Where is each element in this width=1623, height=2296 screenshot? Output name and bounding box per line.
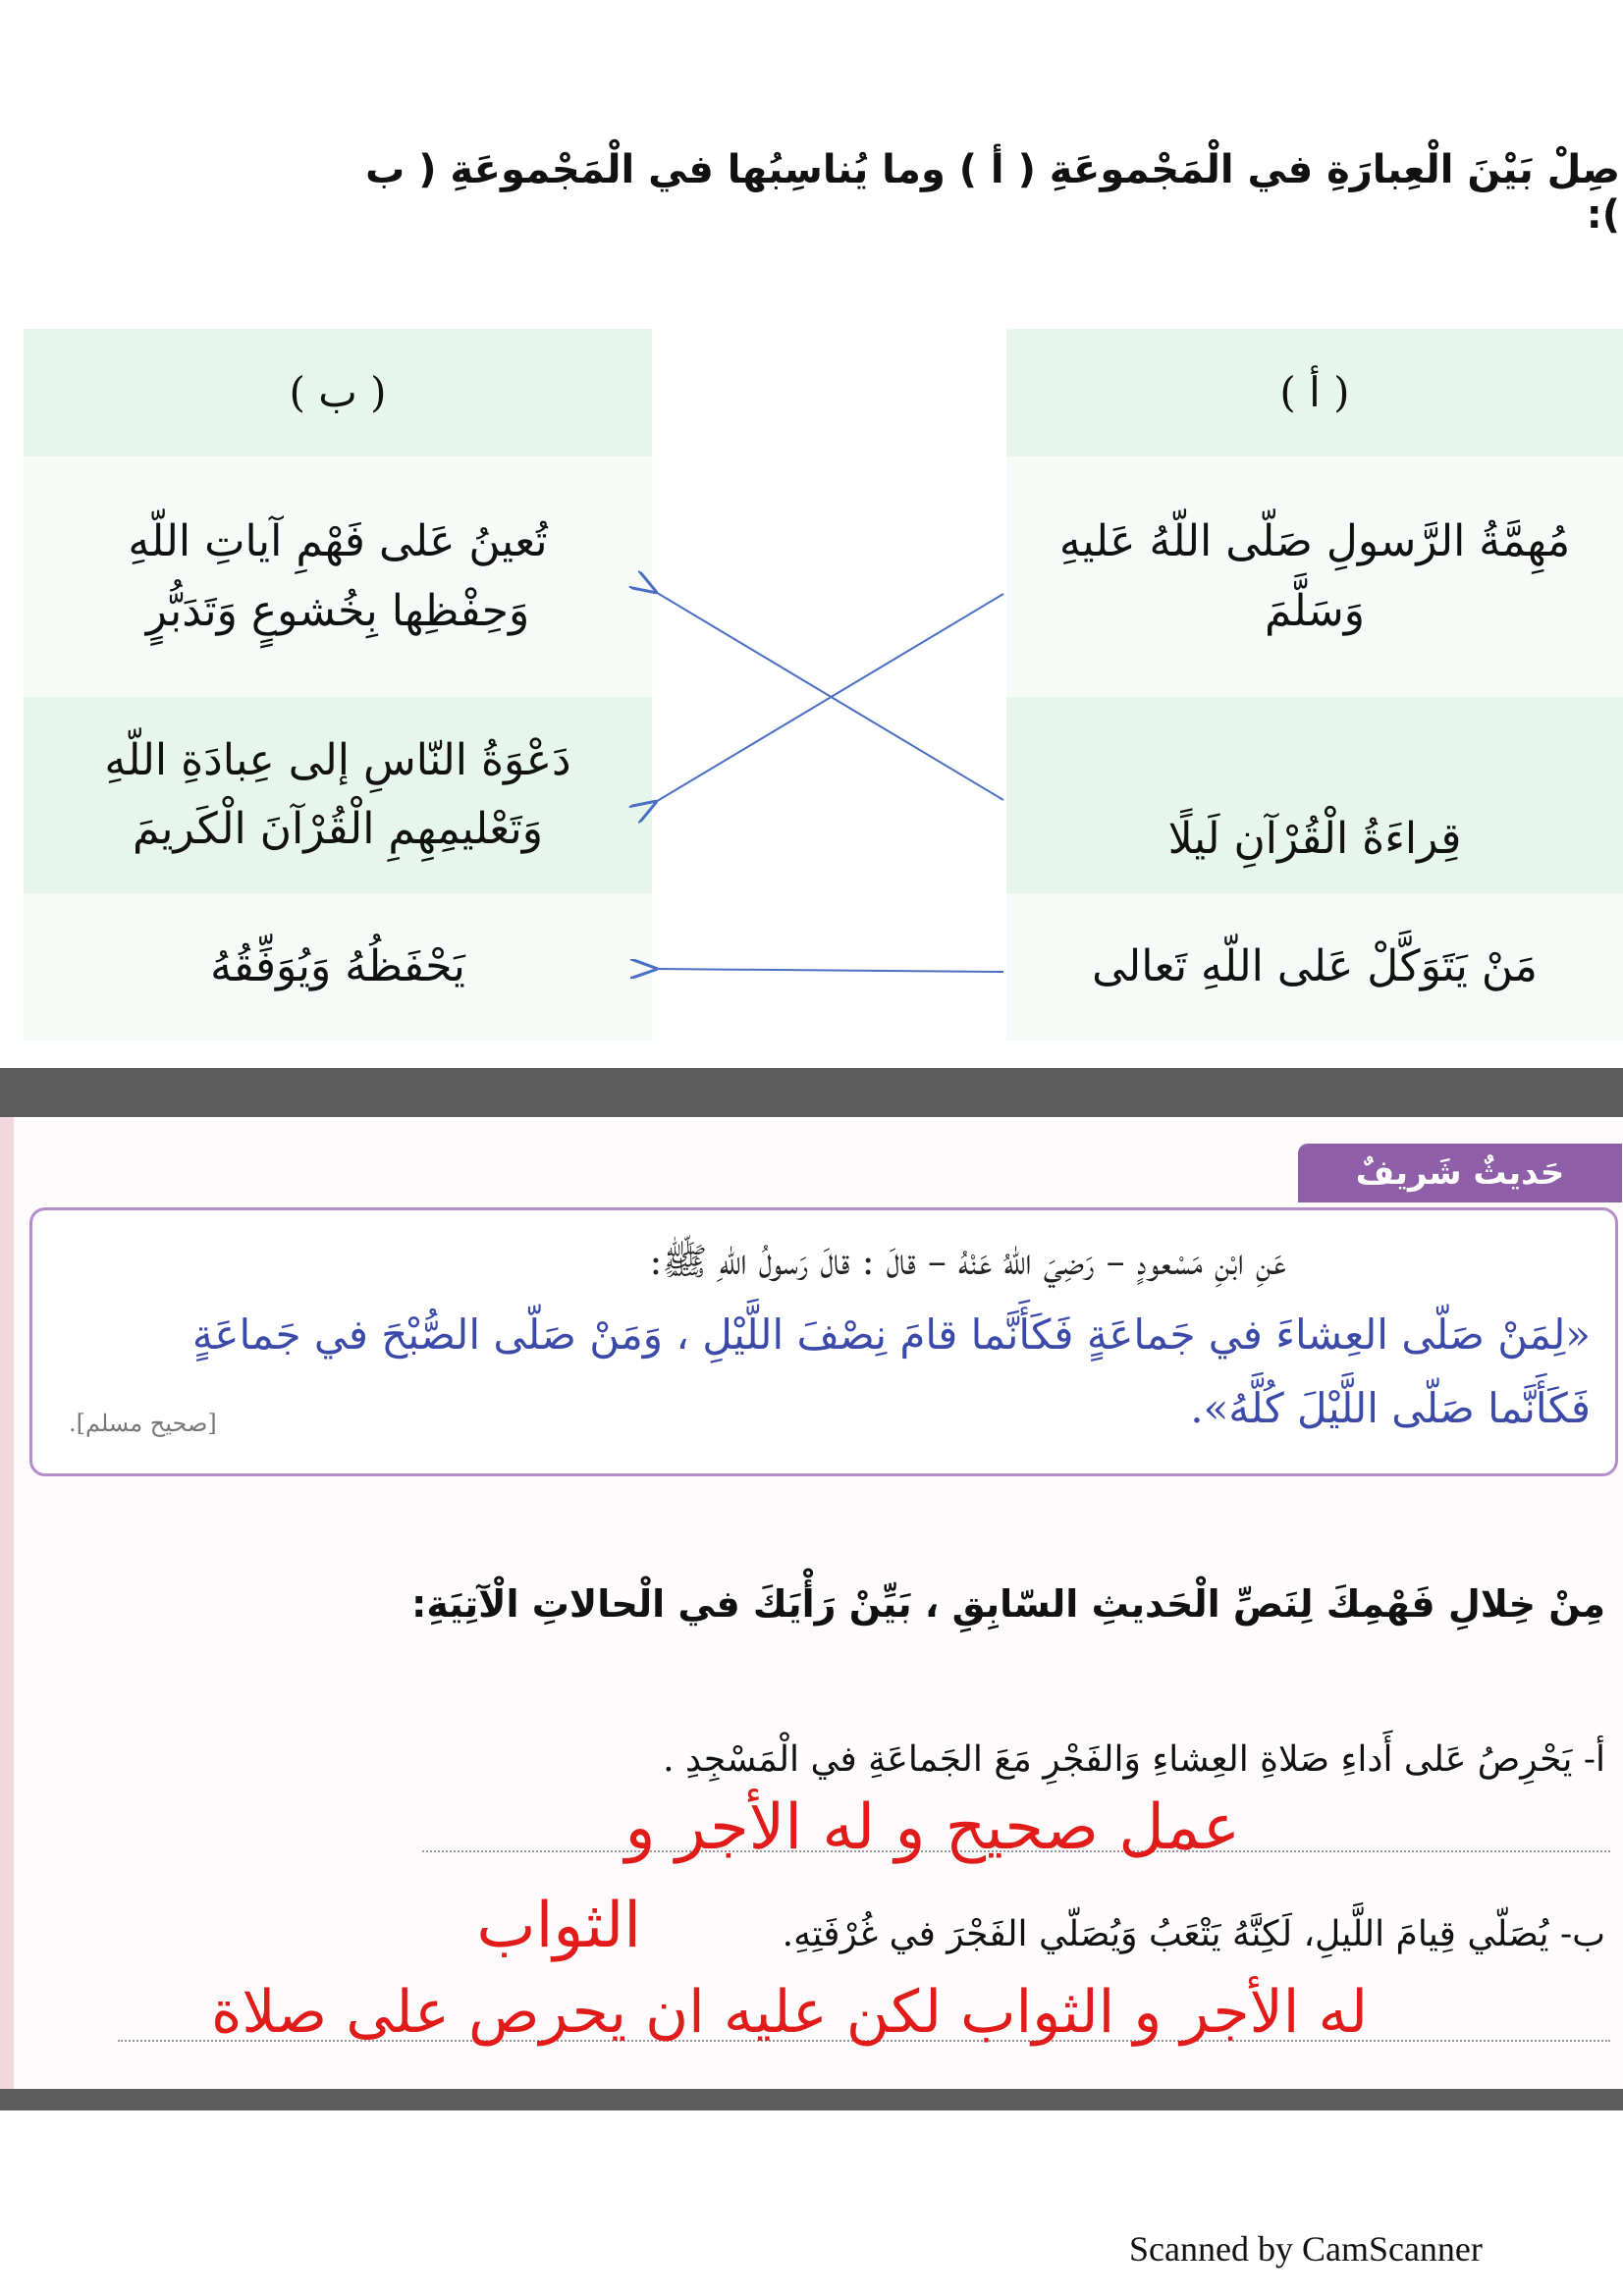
exercise2-instruction: مِنْ خِلالِ فَهْمِكَ لِنَصِّ الْحَديثِ السّابِقِ ، بَيِّنْ رَأْيَكَ في الْحالاتِ الْآتِيَةِ: (411, 1582, 1605, 1626)
connector-line-2 (654, 591, 1003, 800)
hadith-intro: عَنِ ابْنِ مَسْعودٍ – رَضِيَ اللّهُ عَنْهُ – قالَ : قالَ رَسولُ اللّهِ ﷺ: (649, 1240, 1286, 1283)
hadith-line-1: «لِمَنْ صَلّى العِشاءَ في جَماعَةٍ فَكَأَنَّما قامَ نِصْفَ اللَّيْلِ ، وَمَنْ صَلّى الصُّبْحَ في جَماعَةٍ (191, 1310, 1591, 1359)
hadith-tab: حَديثٌ شَريفٌ (1298, 1144, 1622, 1202)
case-b: ب- يُصَلّي قِيامَ اللَّيلِ، لَكِنَّهُ يَتْعَبُ وَيُصَلّي الفَجْرَ في غُرْفَتِهِ. (782, 1914, 1605, 1954)
column-b-item-1: تُعينُ عَلى فَهْمِ آياتِ اللّهِ وَحِفْظِها بِخُشوعٍ وَتَدَبُّرٍ (24, 456, 652, 697)
column-b-item-2: دَعْوَةُ النّاسِ إلى عِبادَةِ اللّهِ وَتَعْليمِهِمِ الْقُرْآنَ الْكَريمَ (24, 697, 652, 893)
case-a: أ- يَحْرِصُ عَلى أَداءِ صَلاةِ العِشاءِ وَالفَجْرِ مَعَ الجَماعَةِ في الْمَسْجِدِ . (663, 1739, 1605, 1780)
separator-band (0, 1068, 1623, 1117)
answer-a-line-2: الثواب (476, 1890, 641, 1962)
column-a-header: ( أ ) (1006, 329, 1623, 456)
exercise1-instruction: صِلْ بَيْنَ الْعِبارَةِ في الْمَجْموعَةِ ( أ ) وما يُناسِبُها في الْمَجْموعَةِ ( ب ): (365, 147, 1620, 238)
scanner-watermark: Scanned by CamScanner (1129, 2229, 1483, 2269)
hadith-source: [صحيح مسلم]. (69, 1410, 217, 1437)
column-b-header: ( ب ) (24, 329, 652, 456)
answer-a-line-1: عمل صحيح و له الأجر و (624, 1791, 1240, 1864)
column-b-item-3: يَحْفَظُهُ وَيُوَفِّقُهُ (24, 893, 652, 1041)
column-a-item-2: قِراءَةُ الْقُرْآنِ لَيلًا (1006, 697, 1623, 893)
answer-b-line-1: له الأجر و الثواب لكن عليه ان يحرص على صلاة (210, 1978, 1368, 2047)
bottom-band (0, 2089, 1623, 2110)
connector-lines (0, 0, 1623, 1080)
connector-line-1 (654, 594, 1003, 803)
photo-edge (0, 1117, 14, 2089)
column-a-item-1: مُهِمَّةُ الرَّسولِ صَلّى اللّهُ عَليهِ وَسَلَّمَ (1006, 456, 1623, 697)
hadith-line-2: فَكَأَنَّما صَلّى اللَّيْلَ كُلَّهُ». (1190, 1384, 1591, 1432)
connector-line-3 (654, 969, 1003, 972)
column-a-item-3: مَنْ يَتَوَكَّلْ عَلى اللّهِ تَعالى (1006, 893, 1623, 1041)
